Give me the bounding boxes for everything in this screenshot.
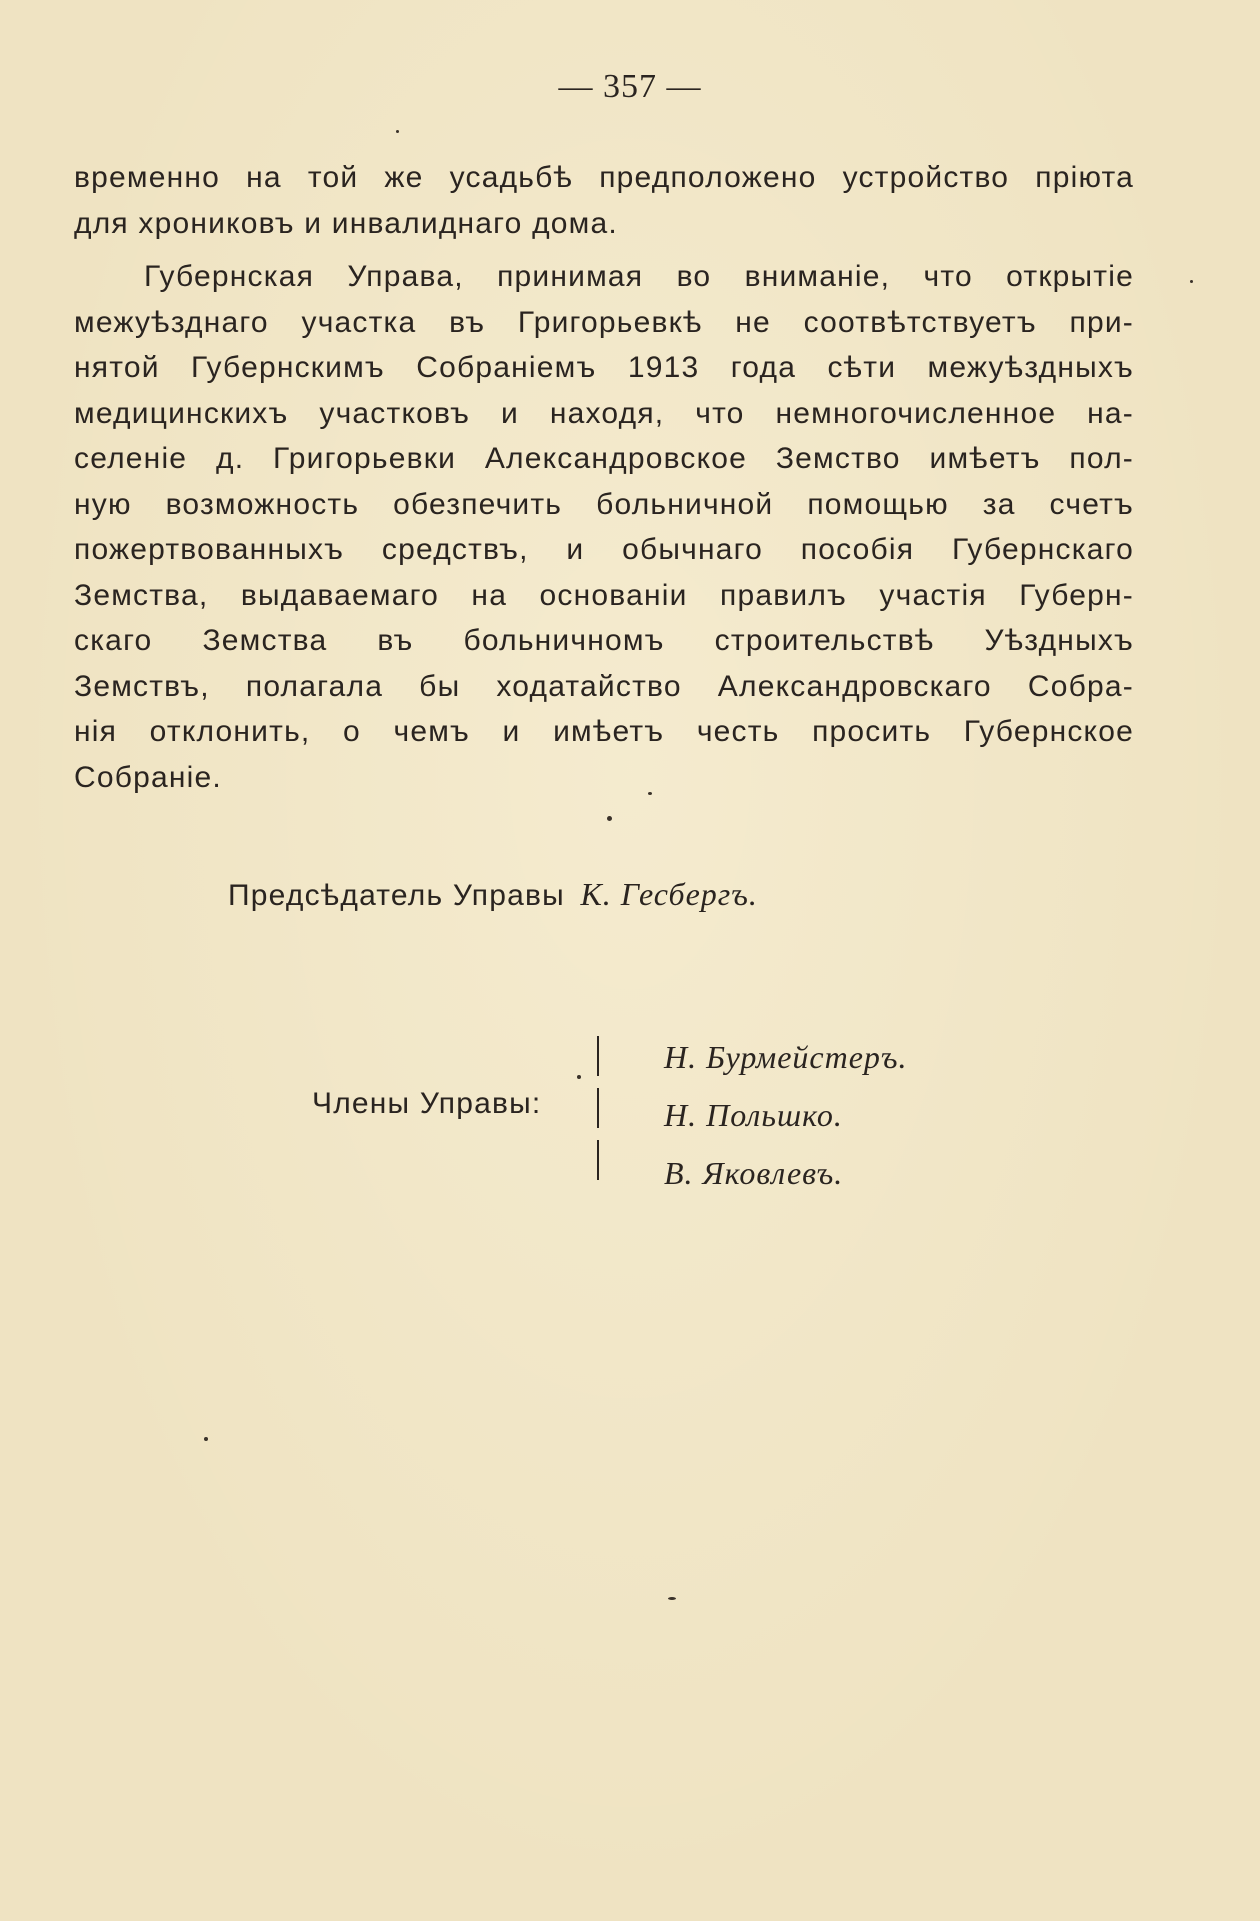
- paper-speck: [648, 792, 652, 795]
- paragraph-1: [74, 155, 1134, 246]
- text-line: селенiе д. Григорьевки Александровское Земство имѣетъ пол-: [74, 442, 1134, 475]
- paper-speck: [396, 130, 399, 133]
- paper-speck: [668, 1597, 676, 1600]
- brace-segment: [597, 1088, 599, 1128]
- member-name: В. Яковлевъ.: [664, 1155, 844, 1191]
- text-line: пожертвованныхъ средствъ, и обычнаго пособiя Губернскаго: [74, 533, 1134, 566]
- text-line: ную возможность обезпечить больничной помощью за счетъ: [74, 487, 1134, 521]
- brace-segment: [597, 1036, 599, 1076]
- brace-segment: [597, 1140, 599, 1180]
- chairman-signature-line: [228, 876, 758, 913]
- member-name: Н. Бурмейстеръ.: [664, 1039, 908, 1075]
- paper-speck: [204, 1437, 208, 1441]
- members-brace: [596, 1036, 600, 1180]
- text-line: медицинскихъ участковъ и находя, что немногочисленное на-: [74, 396, 1134, 430]
- text-line: Земства, выдаваемаго на основанiи правилъ участiя Губерн-: [74, 578, 1134, 612]
- body-text: [74, 155, 1134, 800]
- text-line: для хрониковъ и инвалиднаго дома.: [74, 206, 618, 240]
- paragraph-2: [74, 254, 1134, 800]
- paper-speck: [607, 816, 612, 821]
- page-number: — 357 —: [558, 68, 702, 105]
- text-line: Земствъ, полагала бы ходатайство Александровскаго Собра-: [74, 669, 1134, 703]
- text-line: временно на той же усадьбѣ предположено устройство прiюта: [74, 161, 1134, 194]
- chairman-signature: К. Гесбергъ.: [580, 876, 758, 912]
- members-list: [664, 1028, 908, 1202]
- text-line: Губернская Управа, принимая во вниманiе, что открытiе: [144, 260, 1134, 293]
- text-line: нiя отклонить, о чемъ и имѣетъ честь просить Губернское: [74, 715, 1134, 748]
- paper-speck: [577, 1075, 581, 1079]
- paper-speck: [1190, 280, 1193, 283]
- text-line: нятой Губернскимъ Собранiемъ 1913 года сѣти межуѣздныхъ: [74, 351, 1134, 384]
- members-label: Члены Управы:: [312, 1087, 542, 1120]
- member-name: Н. Польшко.: [664, 1097, 843, 1133]
- text-line: Собранiе.: [74, 760, 222, 794]
- text-line: скаго Земства въ больничномъ строительствѣ Уѣздныхъ: [74, 624, 1134, 657]
- chairman-label: Предсѣдатель Управы: [228, 879, 565, 912]
- text-line: межуѣзднаго участка въ Григорьевкѣ не соотвѣтствуетъ при-: [74, 305, 1134, 339]
